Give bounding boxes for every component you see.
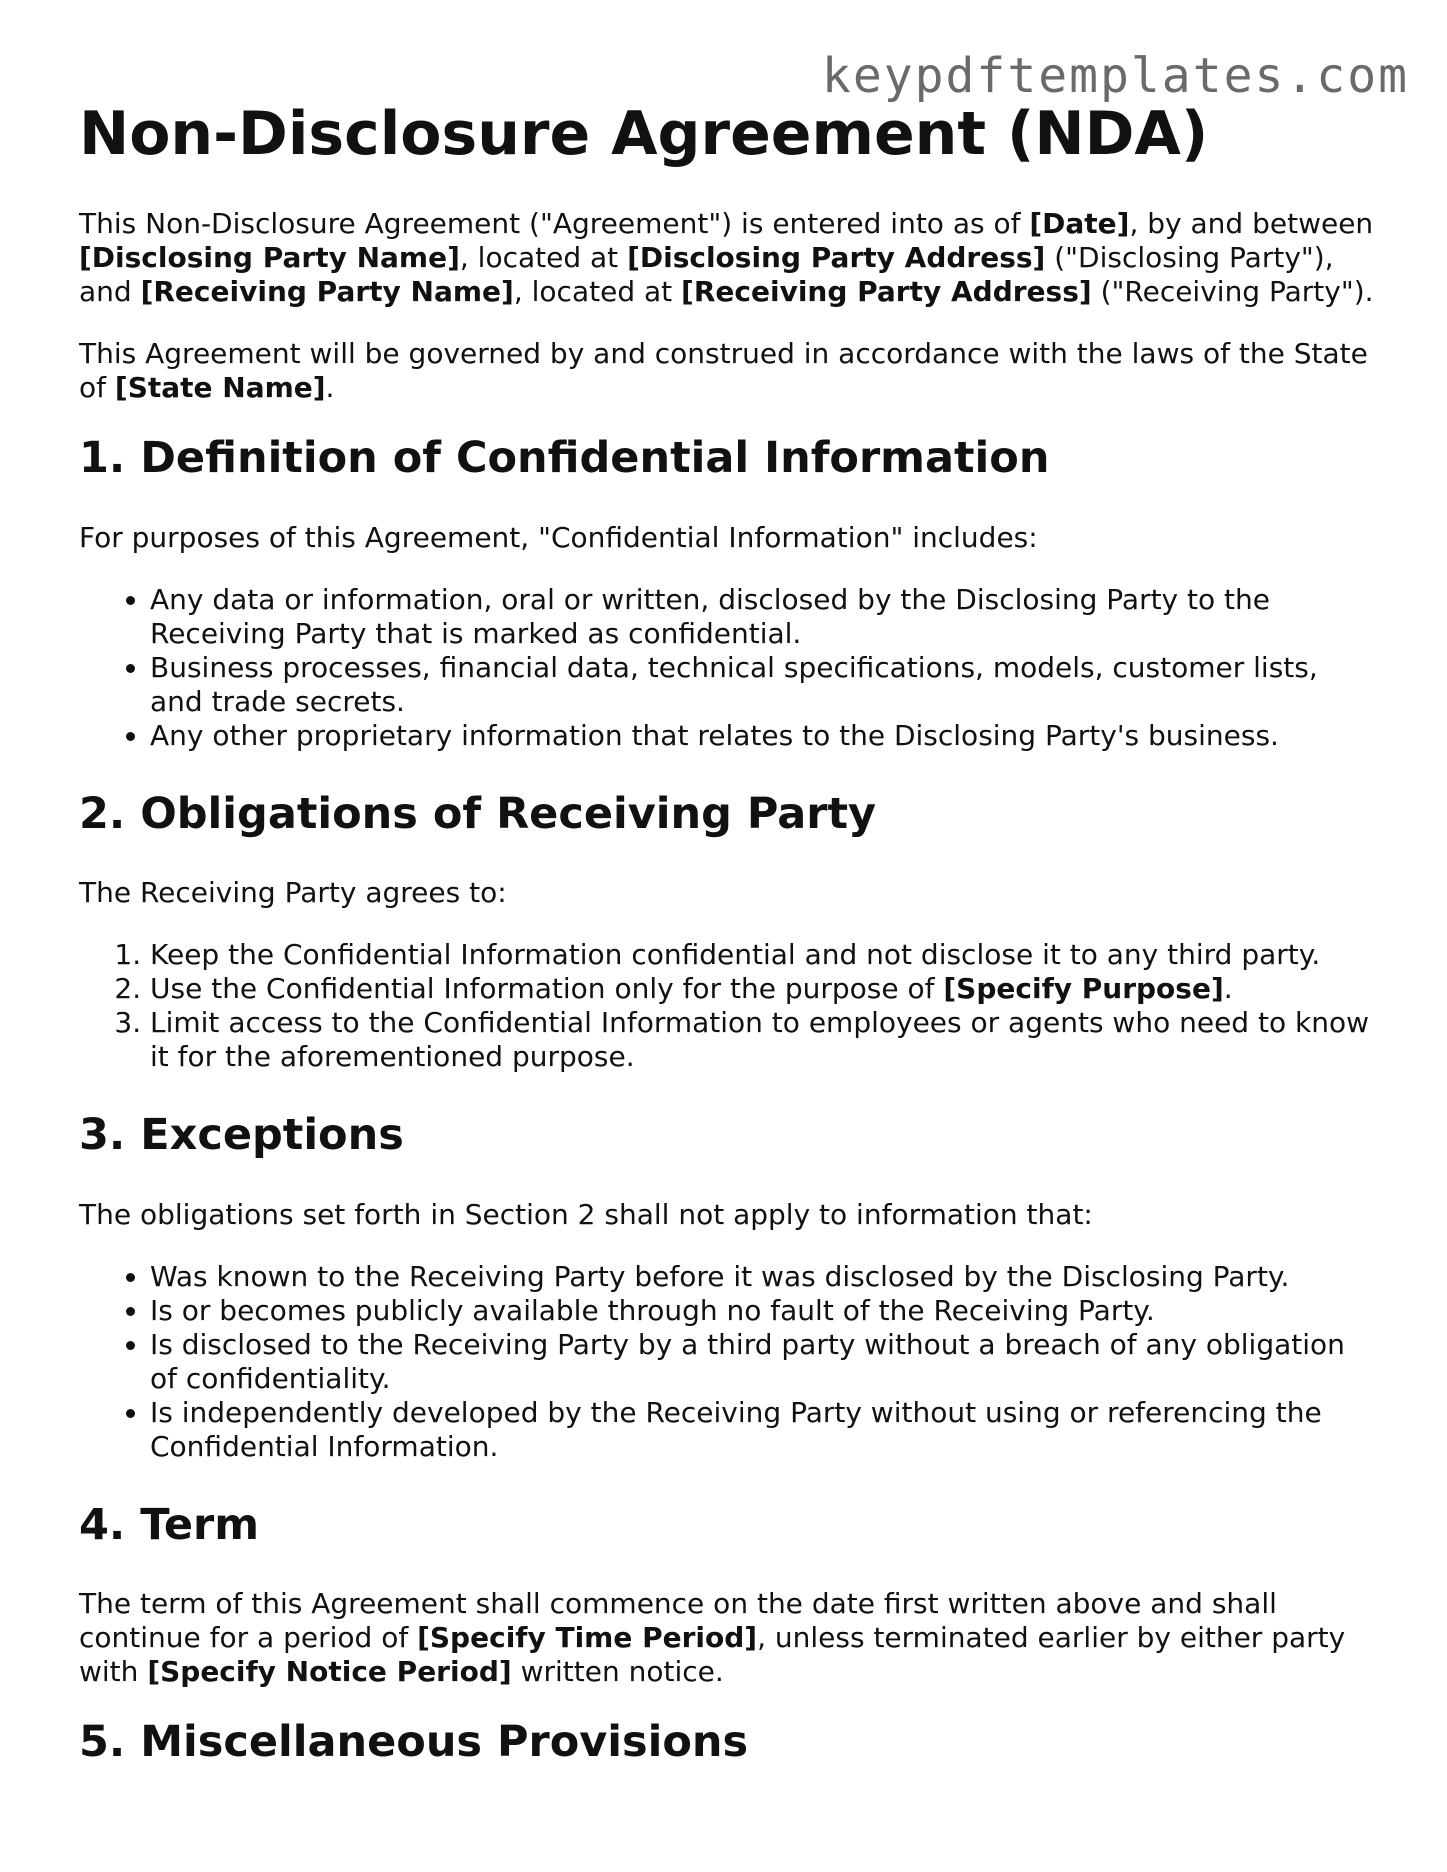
intro-text-3: , located at [459,241,628,274]
receiving-party-address-placeholder: [Receiving Party Address] [681,275,1092,308]
obligations-list [79,938,1379,1074]
obligation-text-1: Use the Confidential Information only for the purpose of [150,972,944,1006]
term-text-3: written notice. [511,1655,724,1689]
section-lead-obligations: The Receiving Party agrees to: [79,876,507,910]
list-item: 1. Keep the Confidential Information confidential and not disclose it to any third party. [150,938,1379,972]
list-item: • Any other proprietary information that relates to the Disclosing Party's business. [150,719,1379,753]
governing-law-paragraph [79,337,1379,405]
disclosing-party-name-placeholder: [Disclosing Party Name] [79,241,460,274]
date-placeholder: [Date] [1029,207,1130,240]
intro-text-1: This Non-Disclosure Agreement ("Agreement") is entered into as of [79,207,1030,240]
definition-list [79,583,1379,753]
list-item: • Is independently developed by the Receiving Party without using or referencing the Confidential Information. [150,1396,1379,1464]
watermark: keypdftemplates.com [821,48,1409,104]
governing-law-text-2: . [325,371,335,404]
section-lead-definition: For purposes of this Agreement, "Confidential Information" includes: [79,520,1038,554]
purpose-placeholder: [Specify Purpose] [943,972,1224,1006]
intro-paragraph [79,207,1379,309]
governing-law-text-1: This Agreement will be governed by and construed in accordance with the laws of the State of [79,337,1368,404]
section-heading-miscellaneous: 5. Miscellaneous Provisions [79,1717,749,1768]
term-text-2: , unless terminated earlier by either party with [79,1621,1346,1689]
intro-text-5: , located at [513,275,682,308]
list-item: • Is disclosed to the Receiving Party by a third party without a breach of any obligation of confidentiality. [150,1328,1379,1396]
state-name-placeholder: [State Name] [114,371,326,404]
section-heading-exceptions: 3. Exceptions [79,1110,404,1161]
section-heading-definition: 1. Definition of Confidential Information [79,433,1050,483]
document [79,100,1379,1805]
exceptions-list [79,1260,1379,1464]
intro-text-6: ("Receiving Party"). [1091,275,1374,308]
time-period-placeholder: [Specify Time Period] [417,1621,758,1655]
notice-period-placeholder: [Specify Notice Period] [147,1655,512,1689]
section-lead-exceptions: The obligations set forth in Section 2 shall not apply to information that: [79,1197,1093,1231]
list-item: • Is or becomes publicly available through no fault of the Receiving Party. [150,1294,1379,1328]
list-item: 3. Limit access to the Confidential Information to employees or agents who need to know it for the aforementioned purpose. [150,1006,1379,1074]
term-text-1: The term of this Agreement shall commence on the date first written above and shall continue for a period of [79,1587,1277,1655]
disclosing-party-address-placeholder: [Disclosing Party Address] [627,241,1046,274]
list-item: • Any data or information, oral or written, disclosed by the Disclosing Party to the Receiving Party that is marked as confidential. [150,583,1379,651]
intro-text-4: ("Disclosing Party"), and [79,241,1334,308]
list-item: • Was known to the Receiving Party before it was disclosed by the Disclosing Party. [150,1260,1379,1294]
intro-text-2: , by and between [1129,207,1374,240]
section-heading-term: 4. Term [79,1499,260,1550]
list-item [150,972,1379,1006]
receiving-party-name-placeholder: [Receiving Party Name] [140,275,514,308]
obligation-text-2: . [1223,972,1233,1006]
term-paragraph [79,1587,1379,1689]
document-title: Non-Disclosure Agreement (NDA) [79,99,1209,169]
list-item: • Business processes, financial data, technical specifications, models, customer lists, and trade secrets. [150,651,1379,719]
section-heading-obligations: 2. Obligations of Receiving Party [79,788,877,839]
